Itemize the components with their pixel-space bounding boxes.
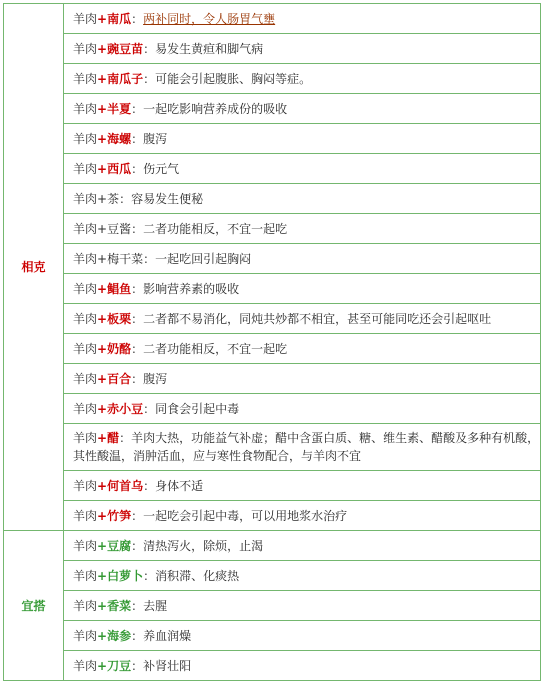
- pairing-cell: [64, 244, 541, 274]
- table-row: [4, 334, 541, 364]
- pairing-cell: [64, 154, 541, 184]
- table-row: [4, 651, 541, 681]
- plus-sign: +: [97, 281, 108, 296]
- pairing-cell: [64, 531, 541, 561]
- plus-sign: +: [97, 221, 108, 236]
- plus-sign: +: [97, 598, 108, 613]
- table-row: [4, 154, 541, 184]
- separator: ：: [131, 131, 144, 146]
- separator: ：: [143, 401, 156, 416]
- table-row: [4, 471, 541, 501]
- plus-sign: +: [97, 568, 108, 583]
- separator: ：: [131, 598, 144, 613]
- table-row: [4, 591, 541, 621]
- table-row: [4, 124, 541, 154]
- effect-text: 一起吃回引起胸闷: [155, 251, 252, 266]
- separator: ：: [143, 568, 156, 583]
- table-row: [4, 4, 541, 34]
- effect-text: 羊肉大热，功能益气补虚；醋中含蛋白质、糖、维生素、醋酸及多种有机酸，其性酸温，消肿活血，应与寒性食物配合，与羊肉不宜: [73, 431, 540, 463]
- pairing-cell: [64, 334, 541, 364]
- base-food: 羊肉: [73, 658, 98, 673]
- pairing-cell: [64, 471, 541, 501]
- base-food: 羊肉: [73, 598, 98, 613]
- base-food: 羊肉: [73, 101, 98, 116]
- table-row: [4, 531, 541, 561]
- plus-sign: +: [97, 101, 108, 116]
- effect-text: 二者功能相反，不宜一起吃: [143, 221, 288, 236]
- paired-food: 鲳鱼: [107, 281, 132, 296]
- plus-sign: +: [97, 311, 108, 326]
- table-row: [4, 394, 541, 424]
- table-row: [4, 501, 541, 531]
- separator: ：: [131, 101, 144, 116]
- plus-sign: +: [97, 71, 108, 86]
- pairing-cell: [64, 364, 541, 394]
- table-row: [4, 214, 541, 244]
- plus-sign: +: [97, 431, 108, 445]
- base-food: 羊肉: [73, 538, 98, 553]
- effect-text: 伤元气: [143, 161, 180, 176]
- plus-sign: +: [97, 251, 108, 266]
- effect-text: 腹泻: [143, 371, 168, 386]
- food-pairing-table: [3, 3, 541, 681]
- base-food: 羊肉: [73, 628, 98, 643]
- pairing-cell: [64, 184, 541, 214]
- paired-food: 百合: [107, 371, 132, 386]
- paired-food: 豌豆苗: [107, 41, 144, 56]
- pairing-cell: [64, 4, 541, 34]
- separator: ：: [143, 478, 156, 493]
- effect-text: 影响营养素的吸收: [143, 281, 240, 296]
- effect-text: 易发生黄疸和脚气病: [155, 41, 264, 56]
- table-row: [4, 561, 541, 591]
- plus-sign: +: [97, 401, 108, 416]
- table-row: [4, 244, 541, 274]
- effect-text: 二者功能相反，不宜一起吃: [143, 341, 288, 356]
- separator: ：: [131, 161, 144, 176]
- plus-sign: +: [97, 508, 108, 523]
- separator: ：: [131, 221, 144, 236]
- table-row: [4, 364, 541, 394]
- effect-text: 补肾壮阳: [143, 658, 192, 673]
- effect-link[interactable]: 两补同时，令人肠胃气壅: [143, 11, 276, 26]
- plus-sign: +: [97, 538, 108, 553]
- effect-text: 一起吃影响营养成份的吸收: [143, 101, 288, 116]
- pairing-cell: [64, 94, 541, 124]
- table-row: [4, 424, 541, 471]
- paired-food: 西瓜: [107, 161, 132, 176]
- effect-text: 容易发生便秘: [131, 191, 204, 206]
- separator: ：: [131, 341, 144, 356]
- table-row: [4, 184, 541, 214]
- effect-text: 一起吃会引起中毒，可以用地浆水治疗: [143, 508, 348, 523]
- plus-sign: +: [97, 371, 108, 386]
- base-food: 羊肉: [73, 478, 98, 493]
- effect-text: 同食会引起中毒: [155, 401, 240, 416]
- table-row: [4, 64, 541, 94]
- separator: ：: [119, 431, 132, 445]
- pairing-cell: [64, 501, 541, 531]
- effect-text: 二者都不易消化，同炖共炒都不相宜，甚至可能同吃还会引起呕吐: [143, 311, 492, 326]
- base-food: 羊肉: [73, 311, 98, 326]
- pairing-cell: [64, 274, 541, 304]
- pairing-cell: [64, 424, 541, 471]
- effect-text: 消积滞、化痰热: [155, 568, 240, 583]
- separator: ：: [131, 538, 144, 553]
- pairing-cell: [64, 214, 541, 244]
- plus-sign: +: [97, 191, 108, 206]
- base-food: 羊肉: [73, 71, 98, 86]
- base-food: 羊肉: [73, 11, 98, 26]
- separator: ：: [143, 41, 156, 56]
- base-food: 羊肉: [73, 251, 98, 266]
- base-food: 羊肉: [73, 431, 98, 445]
- effect-text: 腹泻: [143, 131, 168, 146]
- pairing-cell: [64, 561, 541, 591]
- plus-sign: +: [97, 41, 108, 56]
- plus-sign: +: [97, 478, 108, 493]
- pairing-cell: [64, 591, 541, 621]
- table-row: [4, 621, 541, 651]
- separator: ：: [119, 191, 132, 206]
- separator: ：: [131, 371, 144, 386]
- paired-food: 梅干菜: [107, 251, 144, 266]
- separator: ：: [143, 251, 156, 266]
- category-label-match: 宜搭: [4, 531, 64, 681]
- base-food: 羊肉: [73, 401, 98, 416]
- paired-food: 南瓜子: [107, 71, 144, 86]
- paired-food: 醋: [107, 431, 120, 445]
- paired-food: 白萝卜: [107, 568, 144, 583]
- pairing-cell: [64, 304, 541, 334]
- base-food: 羊肉: [73, 568, 98, 583]
- paired-food: 香菜: [107, 598, 132, 613]
- paired-food: 豆腐: [107, 538, 132, 553]
- paired-food: 海参: [107, 628, 132, 643]
- base-food: 羊肉: [73, 221, 98, 236]
- base-food: 羊肉: [73, 161, 98, 176]
- plus-sign: +: [97, 658, 108, 673]
- effect-text: 可能会引起腹胀、胸闷等症。: [155, 71, 312, 86]
- paired-food: 竹笋: [107, 508, 132, 523]
- base-food: 羊肉: [73, 281, 98, 296]
- plus-sign: +: [97, 131, 108, 146]
- plus-sign: +: [97, 341, 108, 356]
- base-food: 羊肉: [73, 131, 98, 146]
- separator: ：: [143, 71, 156, 86]
- effect-text: 养血润燥: [143, 628, 192, 643]
- paired-food: 何首乌: [107, 478, 144, 493]
- table-row: [4, 274, 541, 304]
- pairing-cell: [64, 34, 541, 64]
- base-food: 羊肉: [73, 191, 98, 206]
- base-food: 羊肉: [73, 41, 98, 56]
- plus-sign: +: [97, 161, 108, 176]
- pairing-cell: [64, 64, 541, 94]
- separator: ：: [131, 281, 144, 296]
- pairing-cell: [64, 124, 541, 154]
- plus-sign: +: [97, 11, 108, 26]
- pairing-cell: [64, 394, 541, 424]
- paired-food: 半夏: [107, 101, 132, 116]
- paired-food: 海螺: [107, 131, 132, 146]
- table-row: [4, 304, 541, 334]
- table-row: [4, 34, 541, 64]
- base-food: 羊肉: [73, 371, 98, 386]
- pairing-cell: [64, 621, 541, 651]
- separator: ：: [131, 508, 144, 523]
- table-row: [4, 94, 541, 124]
- paired-food: 赤小豆: [107, 401, 144, 416]
- paired-food: 刀豆: [107, 658, 132, 673]
- separator: ：: [131, 628, 144, 643]
- category-label-conflict: 相克: [4, 4, 64, 531]
- separator: ：: [131, 11, 144, 26]
- effect-text: 清热泻火，除烦，止渴: [143, 538, 264, 553]
- effect-text: 去腥: [143, 598, 168, 613]
- paired-food: 豆酱: [107, 221, 132, 236]
- plus-sign: +: [97, 628, 108, 643]
- paired-food: 茶: [107, 191, 120, 206]
- separator: ：: [131, 311, 144, 326]
- effect-text: 身体不适: [155, 478, 204, 493]
- paired-food: 南瓜: [107, 11, 132, 26]
- pairing-cell: [64, 651, 541, 681]
- base-food: 羊肉: [73, 341, 98, 356]
- separator: ：: [131, 658, 144, 673]
- paired-food: 奶酪: [107, 341, 132, 356]
- base-food: 羊肉: [73, 508, 98, 523]
- paired-food: 板栗: [107, 311, 132, 326]
